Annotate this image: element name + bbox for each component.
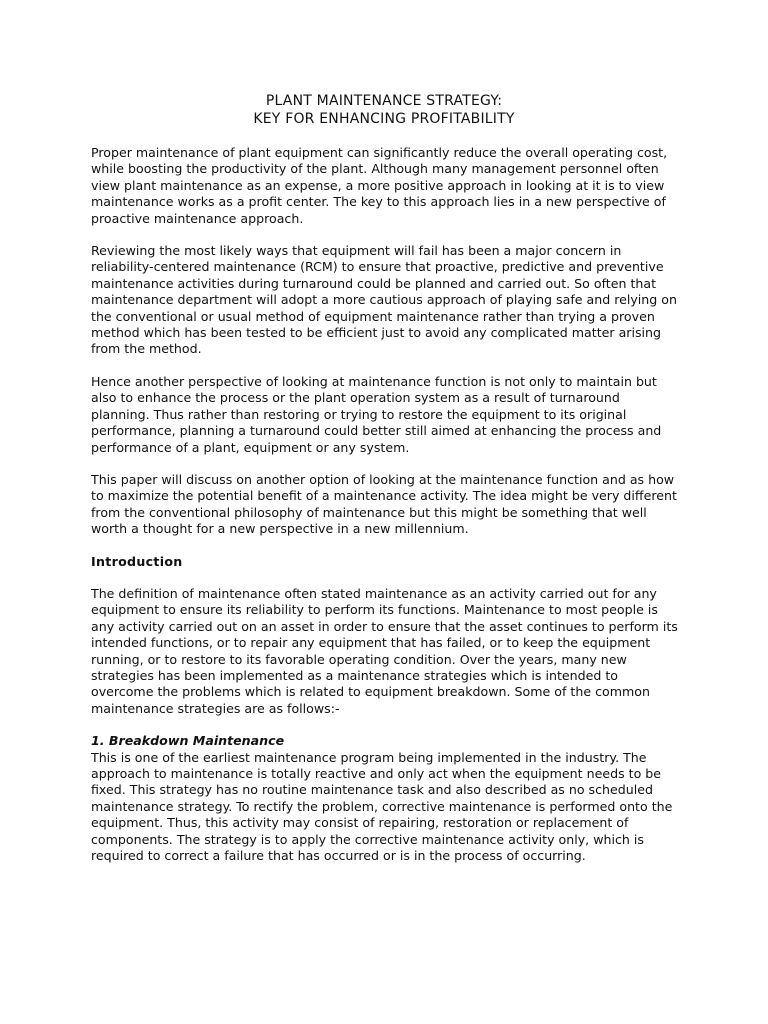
title-line-1: PLANT MAINTENANCE STRATEGY:	[265, 93, 503, 109]
paragraph-1: Proper maintenance of plant equipment can significantly reduce the overall operating cost, while boosting the productivity of the plant. Although many management personnel often view plant maintenance as an expense, a more positive approach in looking at it is to view maintenance works as a profit center. The key to this approach lies in a new perspective of proactive maintenance approach.	[91, 145, 668, 226]
breakdown-maintenance-heading: 1. Breakdown Maintenance	[91, 733, 285, 749]
title-line-2: KEY FOR ENHANCING PROFITABILITY	[253, 111, 515, 127]
paragraph-3: Hence another perspective of looking at maintenance function is not only to maintain but also to enhance the process or the plant operation system as a result of turnaround planning. Thus rather than restoring or trying to restore the equipment to its original performance, planning a turnaround could better still aimed at enhancing the process and performance of a plant, equipment or any system.	[91, 373, 662, 455]
paragraph-2: Reviewing the most likely ways that equipment will fail has been a major concern in reliability-centered maintenance (RCM) to ensure that proactive, predictive and preventive maintenance activities during turnaround could be planned and carried out. So often that maintenance department will adopt a more cautious approach of playing safe and relying on the conventional or usual method of equipment maintenance rather than trying a proven method which has been tested to be efficient just to avoid any complicated matter arising from the method.	[91, 243, 677, 357]
introduction-heading: Introduction	[91, 553, 183, 569]
section-breakdown-maintenance	[91, 733, 679, 864]
paragraph-4: This paper will discuss on another option of looking at the maintenance function and as how to maximize the potential benefit of a maintenance activity. The idea might be very different from the conventional philosophy of maintenance but this might be something that well worth a thought for a new perspective in a new millennium.	[91, 471, 677, 537]
introduction-paragraph: The definition of maintenance often stated maintenance as an activity carried out for any equipment to ensure its reliability to perform its functions. Maintenance to most people is any activity carried out on an asset in order to ensure that the asset continues to perform its intended functions, or to repair any equipment that has failed, or to keep the equipment running, or to restore to its favorable operating condition. Over the years, many new strategies has been implemented as a maintenance strategies which is intended to overcome the problems which is related to equipment breakdown. Some of the common maintenance strategies are as follows:-	[91, 585, 678, 716]
document-title	[0, 92, 768, 128]
breakdown-maintenance-paragraph: This is one of the earliest maintenance program being implemented in the industry. The approach to maintenance is totally reactive and only act when the equipment needs to be fixed. This strategy has no routine maintenance task and also described as no scheduled maintenance strategy. To rectify the problem, corrective maintenance is performed onto the equipment. Thus, this activity may consist of repairing, restoration or replacement of components. The strategy is to apply the corrective maintenance activity only, which is required to correct a failure that has occurred or is in the process of occurring.	[91, 749, 673, 864]
document-body	[91, 145, 679, 864]
